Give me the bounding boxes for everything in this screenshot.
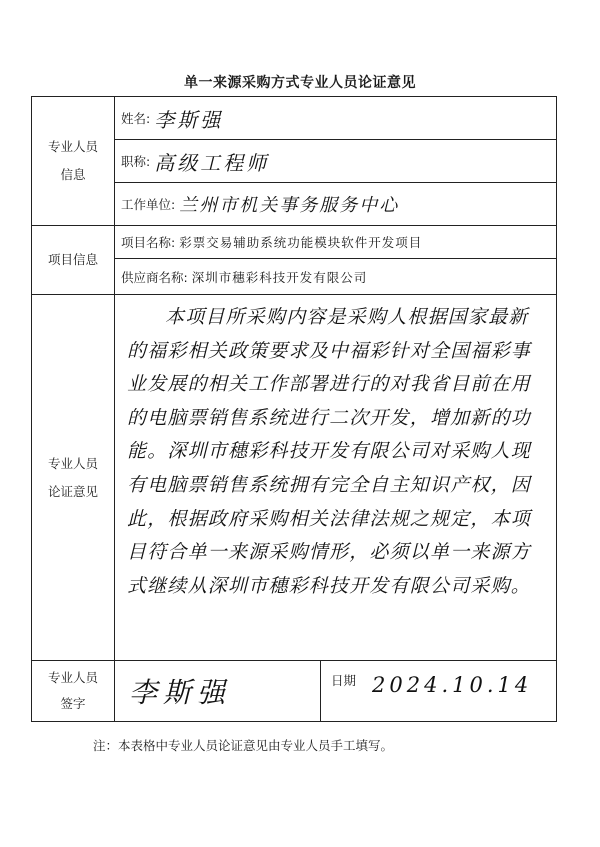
supplier-row [115,259,557,295]
signature-handwritten: 李斯强 [129,676,232,709]
opinion-label-text: 专业人员 论证意见 [47,455,98,499]
signature-label-text: 专业人员 签字 [47,670,98,711]
employer-handwritten: 兰州市机关事务服务中心 [179,195,400,216]
project-name-value: 彩票交易辅助系统功能模块软件开发项目 [179,235,423,250]
name-key: 姓名: [121,111,151,126]
name-row [115,97,557,140]
date-cell [321,661,557,722]
project-name-row [115,226,557,259]
date-key: 日期 [331,673,357,688]
opinion-handwritten: 本项目所采购内容是采购人根据国家最新的福彩相关政策要求及中福彩针对全国福彩事业发展的相关工作部署进行的对我省目前在用的电脑票销售系统进行二次开发，增加新的功能。深圳市穗彩科技开发有限公司对采购人现有电脑票销售系统拥有完全自主知识产权，因此，根据政府采购相关法律法规之规定，本项目符合单一来源采购情形，必须以单一来源方式继续从深圳市穗彩科技开发有限公司采购。 [127,306,532,597]
project-info-label-text: 项目信息 [47,252,98,267]
expert-info-label-text: 专业人员 信息 [47,139,98,182]
justification-form [31,96,557,722]
employer-row [115,183,557,226]
name-handwritten: 李斯强 [154,107,224,132]
project-name-key: 项目名称: [121,235,176,250]
signature-cell [115,661,321,722]
opinion-label [32,295,115,661]
job-title-key: 职称: [121,154,151,169]
date-handwritten: 2024.10.14 [372,673,533,697]
supplier-value: 深圳市穗彩科技开发有限公司 [191,269,368,285]
supplier-key: 供应商名称: [121,269,188,285]
title-row [115,140,557,183]
project-info-label [32,226,115,295]
footnote: 注：本表格中专业人员论证意见由专业人员手工填写。 [93,738,394,753]
employer-key: 工作单位: [121,197,176,212]
form-title: 单一来源采购方式专业人员论证意见 [184,75,416,91]
job-title-handwritten: 高级工程师 [154,150,270,175]
expert-info-label [32,97,115,226]
signature-label [32,661,115,722]
opinion-cell [115,295,557,661]
